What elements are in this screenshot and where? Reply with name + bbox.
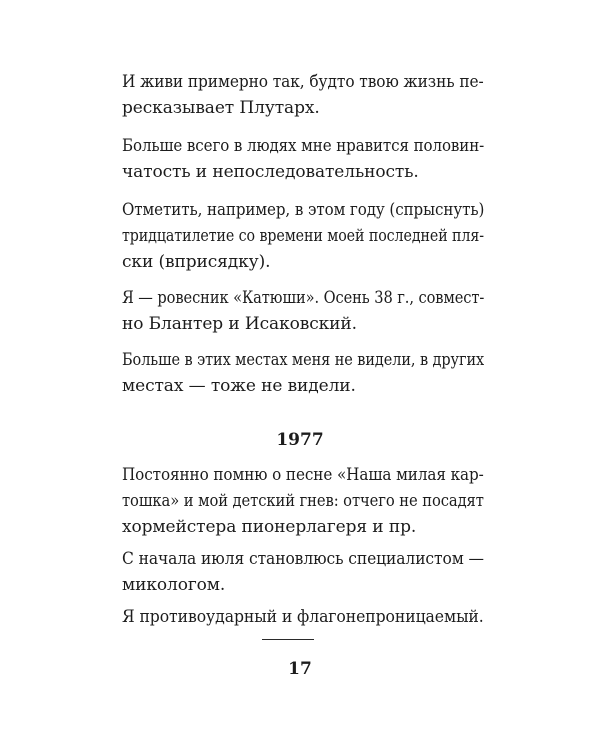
paragraph-line: ски (вприсядку).	[122, 252, 271, 272]
paragraph-song	[122, 462, 484, 540]
paragraph-shockproof	[122, 604, 484, 630]
paragraph-halfway	[122, 133, 484, 185]
paragraph-line: Постоянно помню о песне «Наша милая кар-	[122, 465, 484, 485]
paragraph-line: тридцатилетие со времени моей последней пля-	[122, 226, 484, 246]
paragraph-celebrate	[122, 197, 484, 275]
paragraph-katyusha	[122, 285, 484, 337]
paragraph-line: чатость и непоследовательность.	[122, 162, 419, 182]
footer-rule	[262, 639, 314, 640]
page-number: 17	[288, 659, 312, 679]
paragraph-line: Отметить, например, в этом году (спрыснуть)	[122, 200, 485, 220]
paragraph-line: Я — ровесник «Катюши». Осень 38 г., совмест-	[122, 288, 485, 308]
paragraph-line: но Блантер и Исаковский.	[122, 314, 357, 334]
paragraph-line: Больше всего в людях мне нравится половин-	[122, 136, 485, 156]
year-heading: 1977	[276, 430, 324, 450]
paragraph-line: тошка» и мой детский гнев: отчего не посадят	[122, 491, 484, 511]
paragraph-not-seen	[122, 347, 484, 399]
paragraph-line: ресказывает Плутарх.	[122, 98, 320, 118]
paragraph-line: хормейстера пионерлагеря и пр.	[122, 517, 417, 537]
paragraph-line: местах — тоже не видели.	[122, 376, 356, 396]
paragraph-plutarch	[122, 69, 484, 121]
paragraph-line: Я противоударный и флагонепроницаемый.	[122, 607, 484, 627]
paragraph-line: микологом.	[122, 575, 226, 595]
paragraph-mycologist	[122, 546, 484, 598]
paragraph-line: Больше в этих местах меня не видели, в других	[122, 350, 485, 370]
paragraph-line: И живи примерно так, будто твою жизнь пе-	[122, 72, 484, 92]
paragraph-line: С начала июля становлюсь специалистом —	[122, 549, 484, 569]
